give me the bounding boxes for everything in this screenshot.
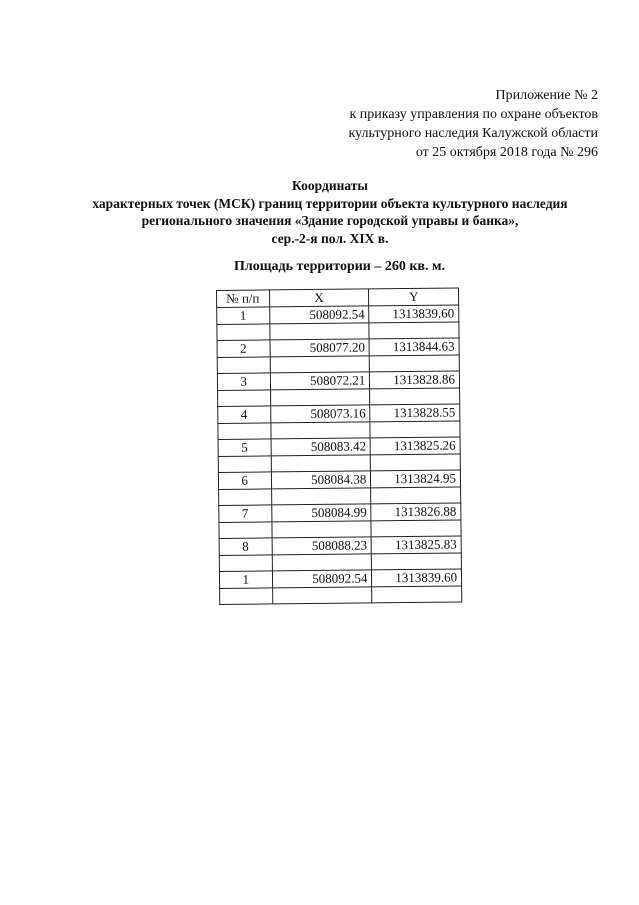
table-row [218, 470, 460, 490]
row-number: 7 [219, 505, 272, 523]
row-x: 508072.21 [270, 372, 370, 390]
coordinates-table [216, 287, 462, 605]
order-date-number: от 25 октября 2018 года № 296 [415, 145, 598, 160]
row-y: 1313824.95 [371, 470, 461, 488]
title-line-3: регионального значения «Здание городской управы и банка», [141, 213, 519, 228]
issuing-authority: культурного наследия Калужской области [348, 126, 598, 141]
title-line-2: характерных точек (МСК) границ территории объекта культурного наследия [92, 195, 568, 211]
row-number: 2 [217, 340, 270, 358]
row-x: 508084.38 [271, 471, 371, 489]
header-x: X [269, 289, 369, 307]
row-y: 1313839.60 [369, 305, 459, 323]
row-x: 508077.20 [270, 339, 370, 357]
row-number: 1 [217, 307, 270, 325]
row-number: 3 [217, 373, 270, 391]
row-y: 1313828.55 [370, 404, 460, 422]
row-number: 5 [218, 439, 271, 457]
appendix-header [349, 86, 598, 162]
row-y: 1313828.86 [370, 371, 460, 389]
row-y: 1313839.60 [372, 569, 462, 587]
table-row [218, 404, 460, 424]
row-y: 1313826.88 [371, 503, 461, 521]
title-line-1: Координаты [292, 178, 368, 193]
table-row [217, 338, 459, 358]
row-y: 1313825.83 [371, 536, 461, 554]
row-number: 8 [219, 538, 272, 556]
table-spacer-row [220, 586, 462, 605]
table-row [217, 371, 459, 391]
row-x: 508092.54 [269, 306, 369, 324]
row-x: 508083.42 [271, 438, 371, 456]
row-number: 6 [218, 472, 271, 490]
header-number: № п/п [217, 290, 270, 308]
row-x: 508073.16 [270, 405, 370, 423]
territory-area: Площадь территории – 260 кв. м. [233, 259, 446, 274]
table-row [219, 503, 461, 523]
table-row [218, 437, 460, 457]
table-row [219, 569, 461, 589]
row-y: 1313844.63 [369, 338, 459, 356]
row-x: 508092.54 [272, 570, 372, 588]
row-y: 1313825.26 [370, 437, 460, 455]
title-line-4: сер.-2-я пол. XIX в. [271, 230, 389, 246]
header-y: Y [369, 288, 459, 306]
row-number: 4 [218, 406, 271, 424]
document-title [60, 177, 600, 247]
table-row [217, 305, 459, 325]
appendix-number: Приложение № 2 [495, 88, 598, 103]
order-reference: к приказу управления по охране объектов [349, 107, 598, 122]
row-x: 508088.23 [272, 537, 372, 555]
row-number: 1 [219, 571, 272, 589]
row-x: 508084.99 [271, 504, 371, 522]
table-row [219, 536, 461, 556]
